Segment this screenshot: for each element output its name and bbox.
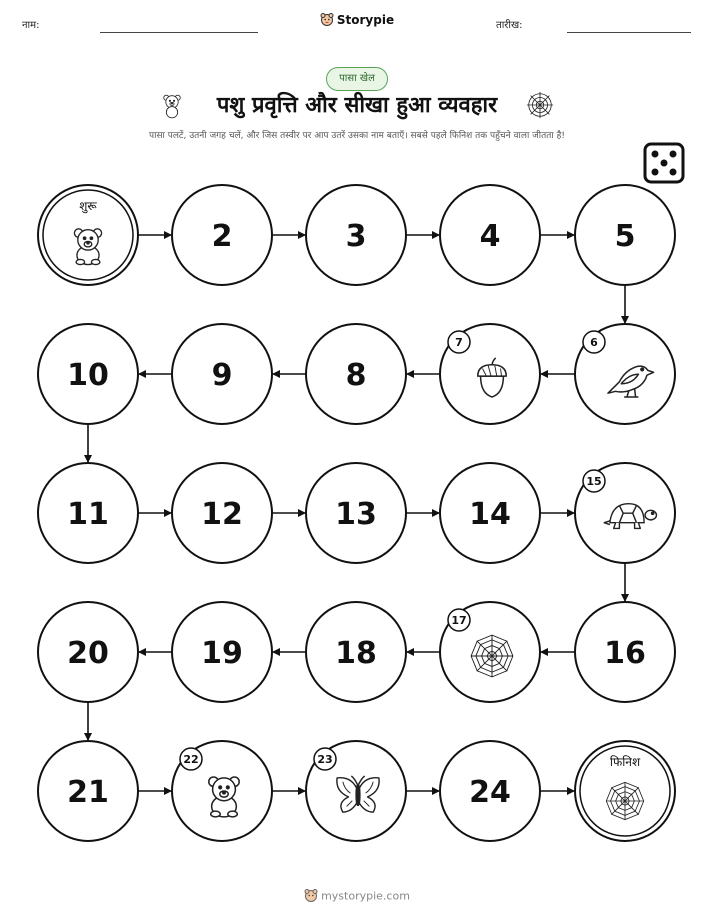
board-space-24[interactable] <box>440 741 540 841</box>
space-number: 23 <box>317 753 333 766</box>
space-number: 3 <box>345 219 367 254</box>
space-number: 18 <box>335 636 377 671</box>
space-number: 20 <box>67 636 109 671</box>
board-space-4[interactable] <box>440 185 540 285</box>
space-number: 15 <box>586 475 602 488</box>
brand-name: Storypie <box>336 13 395 27</box>
board-space-1[interactable] <box>38 185 138 285</box>
board-spaces <box>38 185 675 841</box>
board-space-7[interactable] <box>440 324 540 424</box>
space-number: 10 <box>67 358 109 393</box>
space-number: 9 <box>211 358 233 393</box>
space-number: 13 <box>335 497 377 532</box>
board-space-12[interactable] <box>172 463 272 563</box>
board-space-23[interactable] <box>306 741 406 841</box>
board-space-17[interactable] <box>440 602 540 702</box>
board-space-8[interactable] <box>306 324 406 424</box>
space-number: 8 <box>345 358 367 393</box>
board-space-6[interactable] <box>575 324 675 424</box>
space-number: 24 <box>469 775 511 810</box>
storypie-logo-icon <box>304 888 318 905</box>
space-number: 11 <box>67 497 109 532</box>
board-space-9[interactable] <box>172 324 272 424</box>
space-number: 6 <box>590 336 598 349</box>
space-number: 19 <box>201 636 243 671</box>
name-label: नाम: <box>22 20 40 31</box>
board-space-21[interactable] <box>38 741 138 841</box>
board-space-14[interactable] <box>440 463 540 563</box>
board-space-20[interactable] <box>38 602 138 702</box>
spiderweb-icon <box>606 782 643 819</box>
footer-url: mystorypie.com <box>321 889 410 903</box>
board-space-18[interactable] <box>306 602 406 702</box>
board-space-2[interactable] <box>172 185 272 285</box>
footer <box>0 888 714 905</box>
space-number: 14 <box>469 497 511 532</box>
space-number: 12 <box>201 497 243 532</box>
date-label: तारीख: <box>496 20 523 31</box>
board-space-16[interactable] <box>575 602 675 702</box>
board-space-3[interactable] <box>306 185 406 285</box>
game-type-badge: पासा खेल <box>326 67 388 91</box>
instructions: पासा पलटें, उतनी जगह चलें, और जिस तस्वीर पर आप उतरें उसका नाम बताएँ। सबसे पहले फिनिश तक पहुँचने वाला जीतता है! <box>149 131 565 141</box>
board-space-25[interactable] <box>575 741 675 841</box>
spiderweb-icon <box>471 635 513 677</box>
space-number: 5 <box>614 219 636 254</box>
space-number: 22 <box>183 753 199 766</box>
finish-label: फिनिश <box>609 755 641 769</box>
board-space-11[interactable] <box>38 463 138 563</box>
page-title: पशु प्रवृत्ति और सीखा हुआ व्यवहार <box>216 93 498 118</box>
space-number: 16 <box>604 636 646 671</box>
space-number: 21 <box>67 775 109 810</box>
space-number: 7 <box>455 336 463 349</box>
board-space-5[interactable] <box>575 185 675 285</box>
space-number: 4 <box>479 219 501 254</box>
space-number: 2 <box>211 219 233 254</box>
board-space-15[interactable] <box>575 463 675 563</box>
board-space-22[interactable] <box>172 741 272 841</box>
space-number: 17 <box>451 614 467 627</box>
board-space-13[interactable] <box>306 463 406 563</box>
board-space-10[interactable] <box>38 324 138 424</box>
start-label: शुरू <box>79 199 97 213</box>
board-space-19[interactable] <box>172 602 272 702</box>
